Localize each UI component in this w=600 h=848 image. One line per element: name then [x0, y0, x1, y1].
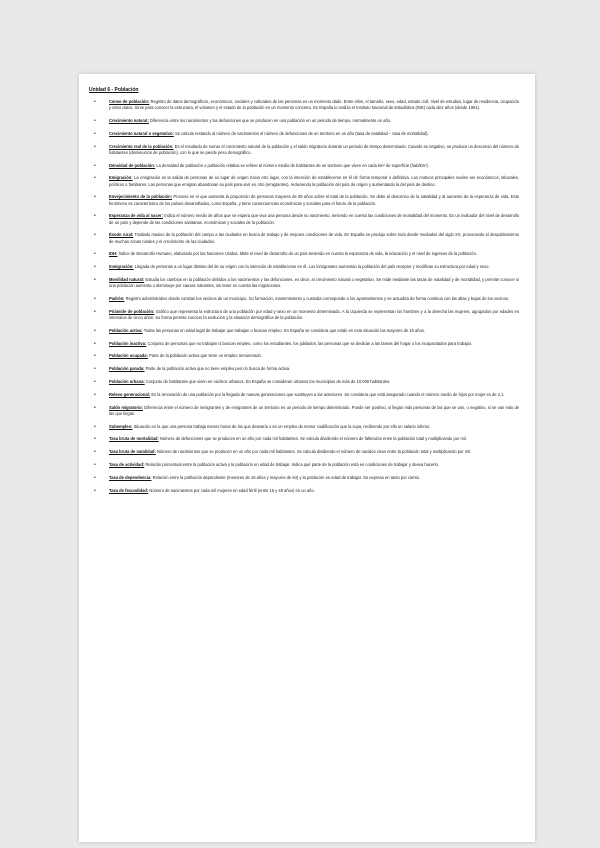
bullet-icon: • [94, 340, 96, 347]
term-name: Crecimiento real de la población: [109, 143, 174, 149]
term-name: Relevo generacional: [109, 391, 151, 397]
bullet-icon: • [94, 391, 96, 398]
term-name: Saldo migratorio: [109, 404, 144, 410]
glossary-entry [91, 99, 519, 111]
bullet-icon: • [94, 276, 96, 283]
bullet-icon: • [94, 295, 96, 302]
bullet-icon: • [94, 194, 96, 201]
term-definition: Indica el número medio de años que se espera que viva una persona desde su nacimiento, teniendo en cuenta las condiciones de mortalidad del momento. Es un indicador del nivel de desarrollo de un país y depende de las condiciones sanitarias, económicas y sociales de la población. [109, 213, 519, 225]
glossary-entry [91, 163, 519, 169]
bullet-icon: • [94, 327, 96, 334]
unit-title: Unidad 6 - Población [89, 87, 139, 93]
term-name: Pirámide de población: [109, 308, 155, 314]
term-name: Padrón: [109, 295, 125, 301]
bullet-icon: • [94, 353, 96, 360]
term-definition: Registro administrativo donde constan los vecinos de un municipio. Su formación, mantenimiento y custodia corresponde a los ayuntamientos y se actualiza de forma continua con las altas y bajas de los vecinos. [125, 295, 510, 301]
term-definition: Registro de datos demográficos, económicos, sociales y culturales de las personas en un momento dado. Entre ellos, el tamaño, sexo, edad, estado civil, nivel de estudios, lugar de residencia, ocupación y otros datos. Sirve para conocer la estructura, el volumen y el estado de la población en un momento concreto. En España lo realiza el Instituto Nacional de Estadística (INE) cada diez años (desde 1981). [109, 99, 520, 111]
glossary-entry [91, 296, 519, 302]
term-name: Población urbana: [109, 378, 145, 384]
bullet-icon: • [94, 487, 96, 494]
glossary-entry [91, 175, 519, 187]
term-name: Densidad de población: [109, 162, 156, 168]
glossary-entry [91, 424, 519, 430]
glossary-entry [91, 232, 519, 244]
glossary-entry [91, 405, 519, 417]
glossary-entry [91, 328, 519, 334]
glossary-entry [91, 392, 519, 398]
term-name: IDH: [109, 251, 118, 257]
term-name: Población inactiva: [109, 340, 147, 346]
glossary-entry [91, 277, 519, 289]
term-name: Censo de población: [109, 99, 150, 104]
term-definition: Parte de la población activa que no tiene empleo pero lo busca de forma activa. [145, 366, 291, 372]
bullet-icon: • [94, 378, 96, 385]
term-name: Población parada: [109, 366, 145, 372]
term-definition: Es el resultado de sumar el crecimiento natural de la población y el saldo migratorio durante un periodo de tiempo determinado. Cuando es negativo, se produce un descenso del número de habitantes (disminución de población), con lo que se pierde peso demográfico. [109, 143, 519, 155]
term-name: Tasa de fecundidad: [109, 487, 149, 493]
term-name: Tasa bruta de natalidad: [109, 449, 156, 455]
bullet-icon: • [94, 130, 96, 137]
term-definition: Conjunto de personas que no trabajan ni buscan empleo, como los estudiantes, los jubilados, las personas que se dedican a las tareas del hogar o los incapacitados para trabajar. [147, 340, 472, 346]
glossary-list [91, 99, 519, 500]
term-definition: Se calcula restando al número de nacimientos el número de defunciones de un territorio en un año (tasa de natalidad − tasa de mortalidad). [174, 130, 429, 136]
bullet-icon: • [94, 232, 96, 239]
bullet-icon: • [94, 99, 96, 105]
bullet-icon: • [94, 404, 96, 411]
bullet-icon: • [94, 143, 96, 150]
glossary-entry [91, 309, 519, 321]
term-definition: La densidad de población o población relativa se refiere al número medio de habitantes de un territorio que viven en cada km² de superficie (hab/km²). [156, 162, 429, 168]
glossary-entry [91, 436, 519, 442]
term-name: Población ocupada: [109, 353, 148, 359]
term-name: Movilidad natural: [109, 276, 145, 282]
term-name: Población activa: [109, 327, 143, 333]
glossary-entry [91, 475, 519, 481]
glossary-entry [91, 264, 519, 270]
term-name: Tasa de actividad: [109, 461, 145, 467]
glossary-entry [91, 131, 519, 137]
term-name: Tasa bruta de mortalidad: [109, 436, 159, 442]
term-name: Esperanza de vida al nacer: [109, 213, 163, 219]
glossary-entry [91, 341, 519, 347]
term-definition: Número de defunciones que se producen en un año por cada mil habitantes. Se calcula dividiendo el número de fallecidos entre la población total y multiplicando por mil. [159, 436, 467, 442]
glossary-entry [91, 366, 519, 372]
term-definition: La emigración es la salida de personas de su lugar de origen hacia otro lugar, con la intención de establecerse en él de forma temporal o definitiva. Los motivos principales suelen ser económicos, laborales, políticos o familiares. Las personas que emigran abandonan su país para vivir en otro (emigrantes), reduciendo la población del país de origen y aumentando la del país de destino. [109, 175, 519, 187]
glossary-entry [91, 379, 519, 385]
bullet-icon: • [94, 436, 96, 443]
term-definition: Relación porcentual entre la población activa y la población en edad de trabajar. Indica qué parte de la población está en condiciones de trabajar y desea hacerlo. [145, 461, 439, 467]
term-definition: Conjunto de habitantes que viven en núcleos urbanos. En España se consideran urbanos los municipios de más de 10.000 habitantes. [145, 378, 391, 384]
term-name: Subempleo: [109, 423, 133, 429]
term-definition: Proceso en el que aumenta la proporción de personas mayores de 65 años sobre el total de la población. Se debe al descenso de la natalidad y al aumento de la esperanza de vida. Este fenómeno es característico de los países desarrollados, como España, y tiene consecuencias económicas y sociales para el futuro de la población. [109, 194, 519, 206]
glossary-entry [91, 353, 519, 359]
term-definition: Diferencia entre el número de inmigrantes y de emigrantes de un territorio en un periodo de tiempo determinado. Puede ser positivo, si llegan más personas de las que se van, o negativo, si se van más de las que llegan. [109, 404, 520, 416]
bullet-icon: • [94, 308, 96, 315]
term-name: Tasa de dependencia: [109, 474, 152, 480]
glossary-entry [91, 488, 519, 494]
term-name: Éxodo rural: [109, 232, 134, 238]
term-definition: Relación entre la población dependiente (menores de 16 años y mayores de 64) y la población en edad de trabajar. Se expresa en tanto por ciento. [152, 474, 421, 480]
bullet-icon: • [94, 264, 96, 271]
bullet-icon: • [94, 175, 96, 182]
term-definition: Gráfico que representa la estructura de una población por edad y sexo en un momento determinado. A la izquierda se representan los hombres y a la derecha las mujeres, agrupados por edades en intervalos de cinco años. Su forma permite conocer la evolución y la situación demográfica de la población. [109, 308, 519, 320]
term-definition: Estudia los cambios en la población debidos a los nacimientos y las defunciones, es decir, al crecimiento natural o vegetativo. Se mide mediante las tasas de natalidad y de mortalidad, y permite conocer si una población aumenta o disminuye por causas naturales, sin tener en cuenta las migraciones. [109, 276, 520, 289]
term-definition: Llegada de personas a un lugar distinto del de su origen con la intención de establecerse en él. Los inmigrantes aumentan la población del país receptor y modifican su estructura por edad y sexo. [134, 264, 490, 270]
glossary-entry [91, 118, 519, 124]
glossary-entry [91, 251, 519, 257]
term-definition: Situación en la que una persona trabaja menos horas de las que desearía o en un empleo de menor cualificación que la suya, recibiendo por ello un salario inferior. [133, 423, 431, 429]
term-definition: Parte de la población activa que tiene un empleo remunerado. [149, 353, 262, 359]
term-definition: Número de nacimientos que se producen en un año por cada mil habitantes. Se calcula dividiendo el número de nacidos vivos entre la población total y multiplicando por mil. [156, 449, 472, 455]
glossary-entry [91, 213, 519, 225]
glossary-entry [91, 449, 519, 455]
bullet-icon: • [94, 423, 96, 430]
bullet-icon: • [94, 162, 96, 169]
term-definition: Todas las personas en edad legal de trabajar que trabajan o buscan empleo. En España se considera que están en esta situación las mayores de 16 años. [143, 327, 426, 333]
bullet-icon: • [94, 449, 96, 456]
glossary-entry [91, 144, 519, 156]
bullet-icon: • [94, 461, 96, 468]
glossary-entry [91, 462, 519, 468]
bullet-icon: • [94, 366, 96, 373]
term-name: Crecimiento natural: [109, 118, 149, 123]
term-definition: Diferencia entre los nacimientos y las defunciones que se producen en una población en un periodo de tiempo, normalmente un año. [149, 118, 392, 123]
bullet-icon: • [94, 474, 96, 481]
term-definition: Número de nacimientos por cada mil mujeres en edad fértil (entre 15 y 49 años) en un año. [149, 487, 315, 493]
term-name: Emigración: [109, 175, 133, 181]
term-definition: Índice de Desarrollo Humano, elaborado por las Naciones Unidas. Mide el nivel de desarrollo de un país teniendo en cuenta la esperanza de vida, la educación y el nivel de ingresos de la población. [118, 251, 477, 257]
term-name: Inmigración: [109, 264, 134, 270]
term-name: Envejecimiento de la población: [109, 194, 173, 200]
document-page [79, 74, 535, 842]
glossary-entry [91, 194, 519, 206]
bullet-icon: • [94, 118, 96, 124]
term-definition: Es la renovación de una población por la llegada de nuevas generaciones que sustituyen a las anteriores. Se considera que está asegurado cuando el número medio de hijos por mujer es de 2,1. [151, 391, 505, 397]
term-name: Crecimiento natural o vegetativo: [109, 130, 174, 136]
bullet-icon: • [94, 213, 96, 220]
bullet-icon: • [94, 251, 96, 258]
term-definition: Traslado masivo de la población del campo a las ciudades en busca de trabajo y de mejores condiciones de vida. En España se produjo sobre todo desde mediados del siglo XX, provocando el despoblamiento de muchas zonas rurales y el crecimiento de las ciudades. [109, 232, 519, 244]
